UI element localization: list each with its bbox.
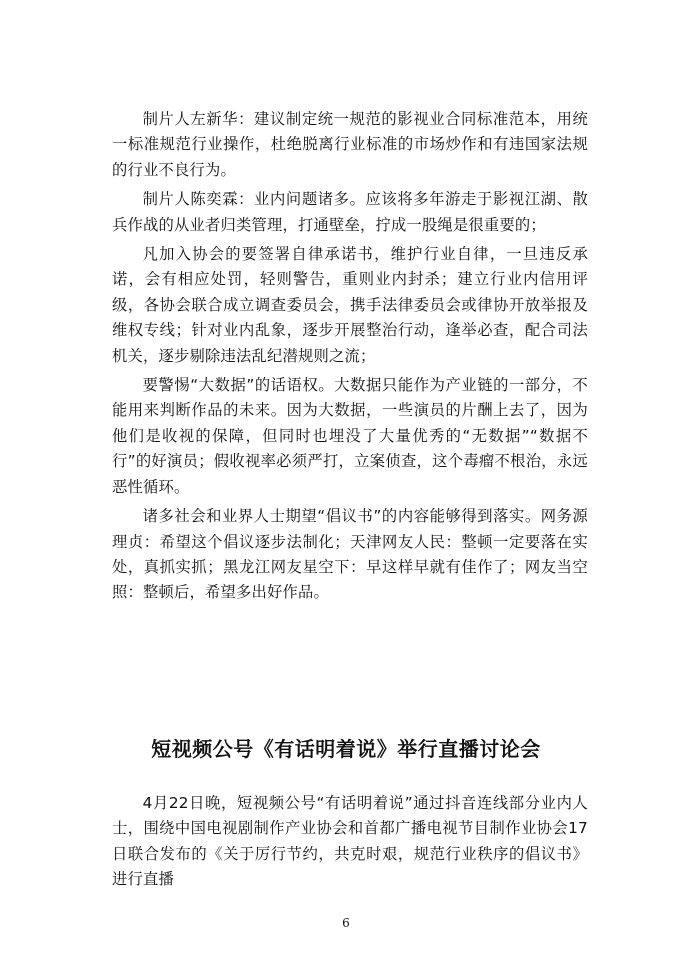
section-body [112, 791, 588, 897]
paragraph-self-discipline: 凡加入协会的要签署自律承诺书，维护行业自律，一旦违反承诺，会有相应处罚，轻则警告，重则业内封杀；建立行业内信用评级，各协会联合成立调查委员会，携手法律委员会或律协开放举报及维权专线；针对业内乱象，逐步开展整治行动，逢举必查，配合司法机关，逐步剔除违法乱纪潜规则之流； [112, 245, 588, 365]
section-title: 短视频公号《有话明着说》举行直播讨论会 [151, 737, 541, 761]
body-text [112, 107, 588, 610]
paragraph-big-data: 要警惕“大数据”的话语权。大数据只能作为产业链的一部分，不能用来判断作品的未来。因为大数据，一些演员的片酬上去了，因为他们是收视的保障，但同时也埋没了大量优秀的“无数据”“数据不行”的好演员；假收视率必须严打，立案侦查，这个毒瘤不根治，永远恶性循环。 [112, 376, 588, 496]
page-number: 6 [342, 916, 350, 930]
paragraph-public-expectations: 诸多社会和业界人士期望“倡议书”的内容能够得到落实。网务源理贞：希望这个倡议逐步法制化；天津网友人民：整顿一定要落在实处，真抓实抓；黑龙江网友星空下：早这样早就有佳作了；网友当空照：整顿后，希望多出好作品。 [112, 507, 588, 602]
paragraph-chen-yilin: 制片人陈奕霖：业内问题诸多。应该将多年游走于影视江湖、散兵作战的从业者归类管理，打通壁垒，拧成一股绳是很重要的； [112, 190, 588, 234]
section-paragraph: 4月22日晚，短视频公号“有话明着说”通过抖音连线部分业内人士，围绕中国电视剧制作产业协会和首都广播电视节目制作业协会17日联合发布的《关于厉行节约，共克时艰，规范行业秩序的倡议书》进行直播 [112, 794, 588, 889]
paragraph-zuo-xinhua: 制片人左新华：建议制定统一规范的影视业合同标准范本，用统一标准规范行业操作，杜绝脱离行业标准的市场炒作和有违国家法规的行业不良行为。 [112, 110, 588, 179]
